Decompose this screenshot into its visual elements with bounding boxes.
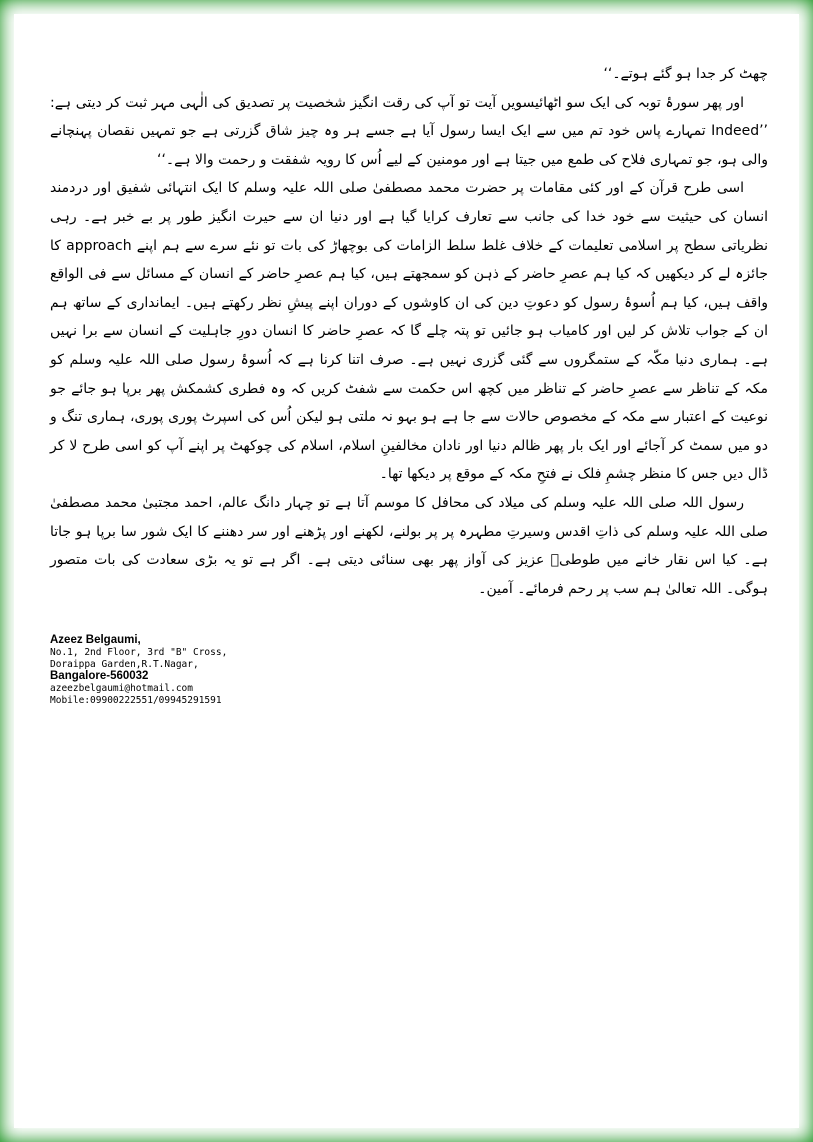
urdu-article (50, 60, 768, 603)
article-paragraph-3: اسی طرح قرآن کے اور کئی مقامات پر حضرت محمد مصطفیٰ صلی اللہ علیہ وسلم کا ایک انتہائی شفیق اور دردمند انسان کی حیثیت سے خود خدا کی جانب سے تعارف کرایا گیا ہے اور دنیا ان سے حیرت انگیز طور پر بے خبر ہے۔ رہی نظریاتی سطح پر اسلامی تعلیمات کے خلاف غلط سلط الزامات کی بوچھاڑ کی بات تو نئے سرے سے ہم اپنے approach کا جائزہ لے کر دیکھیں کہ کیا ہم عصرِ حاضر کے ذہن کو سمجھتے ہیں، کیا ہم عصرِ حاضر کے انسان کے مسائل سے فی الواقع واقف ہیں، کیا ہم اُسوۂ رسول کو دعوتِ دین کی ان کاوشوں کے دوران اپنے پیشِ نظر رکھتے ہیں۔ ایمانداری کے ساتھ ہم ان کے جواب تلاش کر لیں اور کامیاب ہو جائیں تو پتہ چلے گا کہ عصرِ حاضر کا انسان دورِ جاہلیت کے انسان سے برا نہیں ہے۔ ہماری دنیا مکّہ کے ستمگروں سے گئی گزری نہیں ہے۔ صرف اتنا کرنا ہے کہ اُسوۂ رسول صلی اللہ علیہ وسلم کو مکہ کے تناظر سے عصرِ حاضر کے تناظر میں کچھ اس حکمت سے شفٹ کریں کہ وہ فطری کشمکش پھر برپا ہو جائے جو نوعیت کے اعتبار سے مکہ کے مخصوص حالات سے جا ہے ہو بہو نہ ملتی ہو لیکن اُس کی اسپرٹ پوری پوری، ہماری تنگ و دو میں سمٹ کر آجائے اور ایک بار پھر ظالم دنیا اور نادان مخالفینِ اسلام، اسلام کی چوکھٹ پر اپنے آپ کو اسی طرح لا کر ڈال دیں جس کا منظر چشمِ فلک نے فتحِ مکہ کے موقع پر دیکھا تھا۔ (50, 180, 768, 483)
article-paragraph-4: رسول اللہ صلی اللہ علیہ وسلم کی میلاد کی محافل کا موسم آتا ہے تو چہار دانگ عالم، احمد مجتبیٰ محمد مصطفیٰ صلی اللہ علیہ وسلم کی ذاتِ اقدس وسیرتِ مطہرہ پر پر بولنے، لکھنے اور پڑھنے اور سر دھننے کا ایک شور سا برپا ہو جاتا ہے۔ کیا اس نقار خانے میں طوطیؔ عزیز کی آواز پھر بھی سنائی دیتی ہے۔ اگر ہے تو یہ بڑی سعادت کی بات متصور ہوگی۔ اللہ تعالیٰ ہم سب پر رحم فرمائے۔ آمین۔ (50, 494, 768, 597)
address-line-1: No.1, 2nd Floor, 3rd "B" Cross, (50, 647, 228, 659)
article-paragraph-2: اور پھر سورۂ توبہ کی ایک سو اٹھائیسویں آیت تو آپ کی رقت انگیز شخصیت پر تصدیق کی الٰہی مہر ثبت کر دیتی ہے: ’’Indeed تمہارے پاس خود تم میں سے ایک ایسا رسول آیا ہے جسے ہر وہ چیز شاق گزرتی ہے جو تمہیں نقصان پہنچانے والی ہو، جو تمہاری فلاح کی طمع میں جیتا ہے اور مومنین کے لیے اُس کا رویہ شفقت و رحمت والا ہے۔‘‘ (50, 94, 768, 168)
address-city: Bangalore-560032 (50, 670, 149, 683)
author-signature-block (50, 633, 768, 706)
address-line-2: Doraippa Garden,R.T.Nagar, (50, 658, 199, 670)
article-paragraph-1: چھٹ کر جدا ہو گئے ہوتے۔‘‘ (603, 66, 768, 82)
author-name: Azeez Belgaumi, (50, 634, 141, 647)
document-content (50, 60, 768, 1090)
author-mobile: Mobile:09900222551/09945291591 (50, 694, 222, 706)
author-email: azeezbelgaumi@hotmail.com (50, 683, 193, 695)
